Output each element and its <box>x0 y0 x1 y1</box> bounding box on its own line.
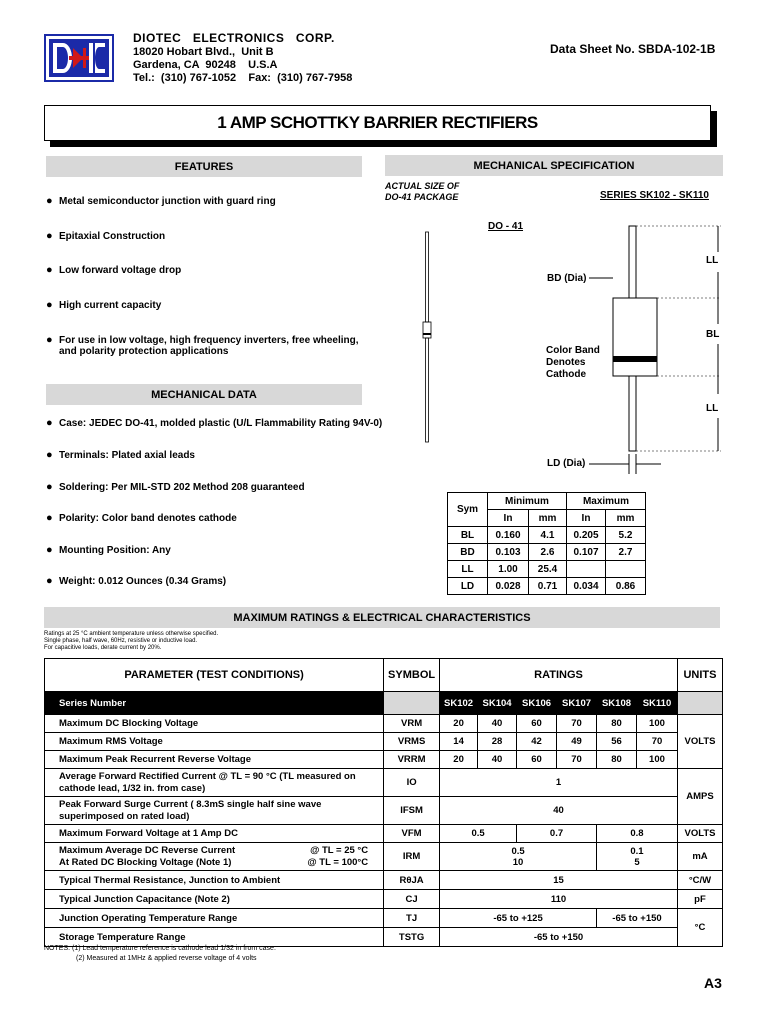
address-line-1: 18020 Hobart Blvd., Unit B <box>133 46 274 58</box>
table-row: Maximum RMS Voltage VRMS 14 28 42 49 56 70 <box>45 733 723 751</box>
ratings-header: RATINGS <box>440 659 678 692</box>
logo-mark-icon <box>49 39 109 77</box>
dimension-table: Sym Minimum Maximum In mm In mm BL 0.160 4.1 0.205 5.2 BD 0.103 2.6 0.107 2.7 LL 1.00 25.4 LD 0.028 0.71 0.034 0.86 <box>447 492 646 595</box>
mechanical-spec-heading: MECHANICAL SPECIFICATION <box>385 155 723 176</box>
note-1: NOTES: (1) Lead temperature reference is cathode lead 1/32 in from case. <box>44 945 276 952</box>
series-number-label: Series Number <box>45 692 384 715</box>
mech-data-item: ● Polarity: Color band denotes cathode <box>46 512 237 524</box>
bl-label: BL <box>706 329 720 340</box>
bd-label: BD (Dia) <box>547 273 587 284</box>
param-header: PARAMETER (TEST CONDITIONS) <box>45 659 384 692</box>
table-row: Storage Temperature Range TSTG -65 to +150 <box>45 928 723 947</box>
mech-data-item: ● Terminals: Plated axial leads <box>46 449 195 461</box>
dim-row: LD 0.028 0.71 0.034 0.86 <box>448 578 646 595</box>
features-heading: FEATURES <box>46 156 362 177</box>
ratings-table: PARAMETER (TEST CONDITIONS) SYMBOL RATINGS UNITS Series Number SK102 SK104 SK106 SK107 SK108 SK110 Maximum DC Blocking Voltage VRM 20 40 60 70 80 100 VOLTS Maximum RMS Voltage VRMS 14 28 42 49 56 70 Maximum Peak Recurrent Reverse Voltage VRRM 20 40 60 70 80 100 Average Forward Rectified Current @ TL = 90 °C (TL measured on cathode lead, 1/32 in. from case) IO 1 AMPS Peak Forward Surge Current ( 8.3mS single half sine wave superimposed on rated load) IFSM 40 Maximum Forward Voltage at 1 Amp DC VFM 0.5 0.7 0.8 VOLTS Maximum Average DC Reverse Current @ TL = 25 °C At Rated DC Blocking Voltage (Note 1) @ TL = 100°C IRM 0.5 10 0.1 5 mA Typical Thermal Resistance, Junction to Ambient RθJA 15 °C/W Typical Junction Capacitance (Note 2) CJ 110 pF Junction Operating Temperature Range TJ -65 to +125 -65 to +150 °C Storage Temperature Range TSTG -65 to +150 <box>44 658 723 947</box>
mechanical-data-heading: MECHANICAL DATA <box>46 384 362 405</box>
table-row: Maximum DC Blocking Voltage VRM 20 40 60 70 80 100 VOLTS <box>45 715 723 733</box>
ll-label-top: LL <box>706 255 719 266</box>
package-label: DO - 41 <box>488 221 524 232</box>
color-band-label: Color Band Denotes Cathode <box>546 345 600 380</box>
ratings-conditions: Ratings at 25 °C ambient temperature unless otherwise specified. Single phase, half wave, 60Hz, resistive or inductive load. For capacitive loads, derate current by 20%. <box>44 631 219 651</box>
mech-data-item: ● Soldering: Per MIL-STD 202 Method 208 guaranteed <box>46 481 305 493</box>
table-row: Typical Thermal Resistance, Junction to Ambient RθJA 15 °C/W <box>45 871 723 890</box>
actual-size-note: ACTUAL SIZE OF DO-41 PACKAGE <box>385 181 460 202</box>
page-number: A3 <box>704 975 722 991</box>
feature-item: ● Epitaxial Construction <box>46 230 166 242</box>
ld-label: LD (Dia) <box>547 458 586 469</box>
company-name: DIOTEC ELECTRONICS CORP. <box>133 31 335 45</box>
datasheet-number: Data Sheet No. SBDA-102-1B <box>550 42 716 56</box>
address-line-2: Gardena, CA 90248 U.S.A <box>133 59 278 71</box>
dim-sym-header: Sym <box>448 493 488 527</box>
table-row: Average Forward Rectified Current @ TL = 90 °C (TL measured on cathode lead, 1/32 in. from case) IO 1 AMPS <box>45 769 723 797</box>
mech-data-item: ● Case: JEDEC DO-41, molded plastic (U/L Flammability Rating 94V-0) <box>46 417 383 429</box>
series-label: SERIES SK102 - SK110 <box>600 190 709 201</box>
dim-row: LL 1.00 25.4 <box>448 561 646 578</box>
feature-item: ● Metal semiconductor junction with guard ring <box>46 195 276 207</box>
do41-outline-drawing <box>585 224 725 479</box>
page-title: 1 AMP SCHOTTKY BARRIER RECTIFIERS <box>44 105 711 141</box>
feature-item: ● High current capacity <box>46 299 162 311</box>
table-row: Junction Operating Temperature Range TJ -65 to +125 -65 to +150 °C <box>45 909 723 928</box>
dim-max-header: Maximum <box>567 493 646 510</box>
company-block <box>133 32 352 85</box>
note-2: (2) Measured at 1MHz & applied reverse voltage of 4 volts <box>76 955 257 962</box>
feature-item: ● Low forward voltage drop <box>46 264 182 276</box>
table-row: Maximum Forward Voltage at 1 Amp DC VFM 0.5 0.7 0.8 VOLTS <box>45 825 723 843</box>
units-header: UNITS <box>677 659 722 692</box>
feature-item: ● For use in low voltage, high frequency inverters, free wheeling, and polarity protection applications <box>46 334 359 357</box>
mech-data-item: ● Mounting Position: Any <box>46 544 171 556</box>
actual-size-diode-icon <box>420 228 434 448</box>
mech-data-item: ● Weight: 0.012 Ounces (0.34 Grams) <box>46 575 227 587</box>
table-row: Typical Junction Capacitance (Note 2) CJ 110 pF <box>45 890 723 909</box>
table-row: Peak Forward Surge Current ( 8.3mS single half sine wave superimposed on rated load) IFSM 40 <box>45 797 723 825</box>
ll-label-bottom: LL <box>706 403 719 414</box>
diotec-logo <box>44 34 114 82</box>
table-row: Maximum Average DC Reverse Current @ TL = 25 °C At Rated DC Blocking Voltage (Note 1) @ TL = 100°C IRM 0.5 10 0.1 5 mA <box>45 843 723 871</box>
dim-min-header: Minimum <box>488 493 567 510</box>
phone-fax: Tel.: (310) 767-1052 Fax: (310) 767-7958 <box>133 72 353 84</box>
ratings-heading: MAXIMUM RATINGS & ELECTRICAL CHARACTERISTICS <box>44 607 720 628</box>
dim-row: BL 0.160 4.1 0.205 5.2 <box>448 527 646 544</box>
dim-row: BD 0.103 2.6 0.107 2.7 <box>448 544 646 561</box>
symbol-header: SYMBOL <box>384 659 440 692</box>
table-row: Maximum Peak Recurrent Reverse Voltage VRRM 20 40 60 70 80 100 <box>45 751 723 769</box>
